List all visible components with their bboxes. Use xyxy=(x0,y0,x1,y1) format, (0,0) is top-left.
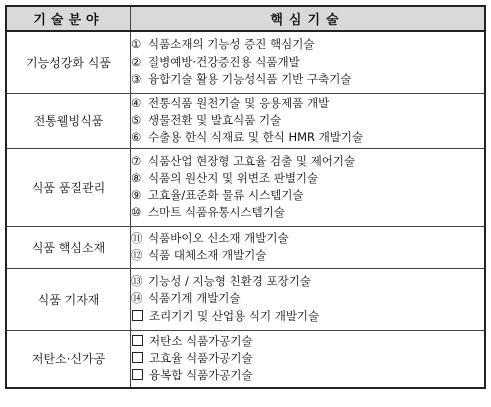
table-row xyxy=(6,268,485,330)
tech-item xyxy=(131,153,484,170)
item-number: ⑥ xyxy=(131,130,142,145)
core-tech-cell xyxy=(131,268,486,330)
item-text: 융합기술 활용 기능성식품 기반 구축기술 xyxy=(148,71,352,86)
header-field: 기술분야 xyxy=(6,6,131,31)
square-bullet-icon xyxy=(132,310,143,321)
field-cell: 식품 품질관리 xyxy=(6,148,131,226)
table-row xyxy=(6,148,485,226)
core-tech-cell xyxy=(131,148,486,226)
square-bullet-icon xyxy=(132,335,143,346)
item-text: 스마트 식품유통시스템기술 xyxy=(148,205,285,220)
field-cell: 저탄소·신가공 xyxy=(6,330,131,388)
item-text: 고효율/표준화 물류 시스템기술 xyxy=(148,188,304,202)
item-text: 식품바이오 신소재 개발기술 xyxy=(148,230,289,245)
item-text: 수출용 한식 식재료 및 한식 HMR 개발기술 xyxy=(148,130,364,145)
table-row xyxy=(6,31,485,93)
item-number: ⑤ xyxy=(131,112,142,127)
field-cell: 식품 핵심소재 xyxy=(6,226,131,268)
item-text: 융복합 식품가공기술 xyxy=(149,368,253,383)
square-bullet-icon xyxy=(132,352,143,363)
field-cell: 식품 기자재 xyxy=(6,268,131,330)
item-number: ⑨ xyxy=(131,188,142,202)
core-tech-cell xyxy=(131,226,486,268)
tech-item xyxy=(131,367,484,384)
table-header-row xyxy=(6,6,485,31)
item-number: ⑩ xyxy=(131,205,142,220)
core-tech-cell xyxy=(131,93,486,148)
item-number: ⑭ xyxy=(131,291,143,306)
core-tech-cell xyxy=(131,330,486,388)
tech-item xyxy=(131,170,484,187)
item-number: ② xyxy=(131,54,142,69)
item-number: ③ xyxy=(131,71,142,86)
item-text: 식품 대체소재 개발기술 xyxy=(148,248,267,262)
item-text: 조리기기 및 산업용 식기 개발기술 xyxy=(149,308,320,323)
table-row xyxy=(6,93,485,148)
table-row xyxy=(6,226,485,268)
tech-item xyxy=(131,71,484,88)
item-number: ⑧ xyxy=(131,170,142,185)
field-cell: 전통웰빙식품 xyxy=(6,93,131,148)
tech-item xyxy=(131,54,484,71)
tech-item xyxy=(131,230,484,247)
tech-item xyxy=(131,247,484,264)
tech-item xyxy=(131,290,484,307)
tech-item xyxy=(131,204,484,221)
tech-item xyxy=(131,95,484,112)
table-row xyxy=(6,330,485,388)
tech-item xyxy=(131,129,484,146)
table-body xyxy=(6,31,485,388)
item-text: 질병예방·건강증진용 식품개발 xyxy=(148,54,300,69)
item-text: 식품기계 개발기술 xyxy=(148,291,241,306)
item-text: 고효율 식품가공기술 xyxy=(149,351,253,366)
item-number: ⑬ xyxy=(131,274,143,289)
item-number: ⑫ xyxy=(131,248,143,262)
item-text: 식품의 원산지 및 위변조 판별기술 xyxy=(148,170,319,185)
tech-item xyxy=(131,187,484,204)
tech-item xyxy=(131,333,484,350)
square-bullet-icon xyxy=(132,369,143,380)
header-core-tech: 핵심기술 xyxy=(131,6,486,31)
item-text: 기능성 / 지능형 친환경 포장기술 xyxy=(148,274,311,289)
tech-item xyxy=(131,350,484,367)
item-text: 생물전환 및 발효식품 기술 xyxy=(148,112,282,127)
item-text: 전통식품 원천기술 및 응용제품 개발 xyxy=(148,95,330,110)
core-tech-cell xyxy=(131,31,486,93)
tech-item xyxy=(131,112,484,129)
field-cell: 기능성강화 식품 xyxy=(6,31,131,93)
item-number: ⑪ xyxy=(131,230,143,245)
item-text: 식품산업 현장형 고효율 검출 및 제어기술 xyxy=(148,153,356,168)
item-text: 식품소재의 기능성 증진 핵심기술 xyxy=(148,37,315,52)
item-number: ④ xyxy=(131,95,142,110)
item-text: 저탄소 식품가공기술 xyxy=(149,333,253,348)
tech-item xyxy=(131,308,484,325)
item-number: ⑦ xyxy=(131,153,142,168)
tech-item xyxy=(131,36,484,53)
item-number: ① xyxy=(131,37,142,52)
tech-item xyxy=(131,273,484,290)
technology-table xyxy=(5,5,486,389)
